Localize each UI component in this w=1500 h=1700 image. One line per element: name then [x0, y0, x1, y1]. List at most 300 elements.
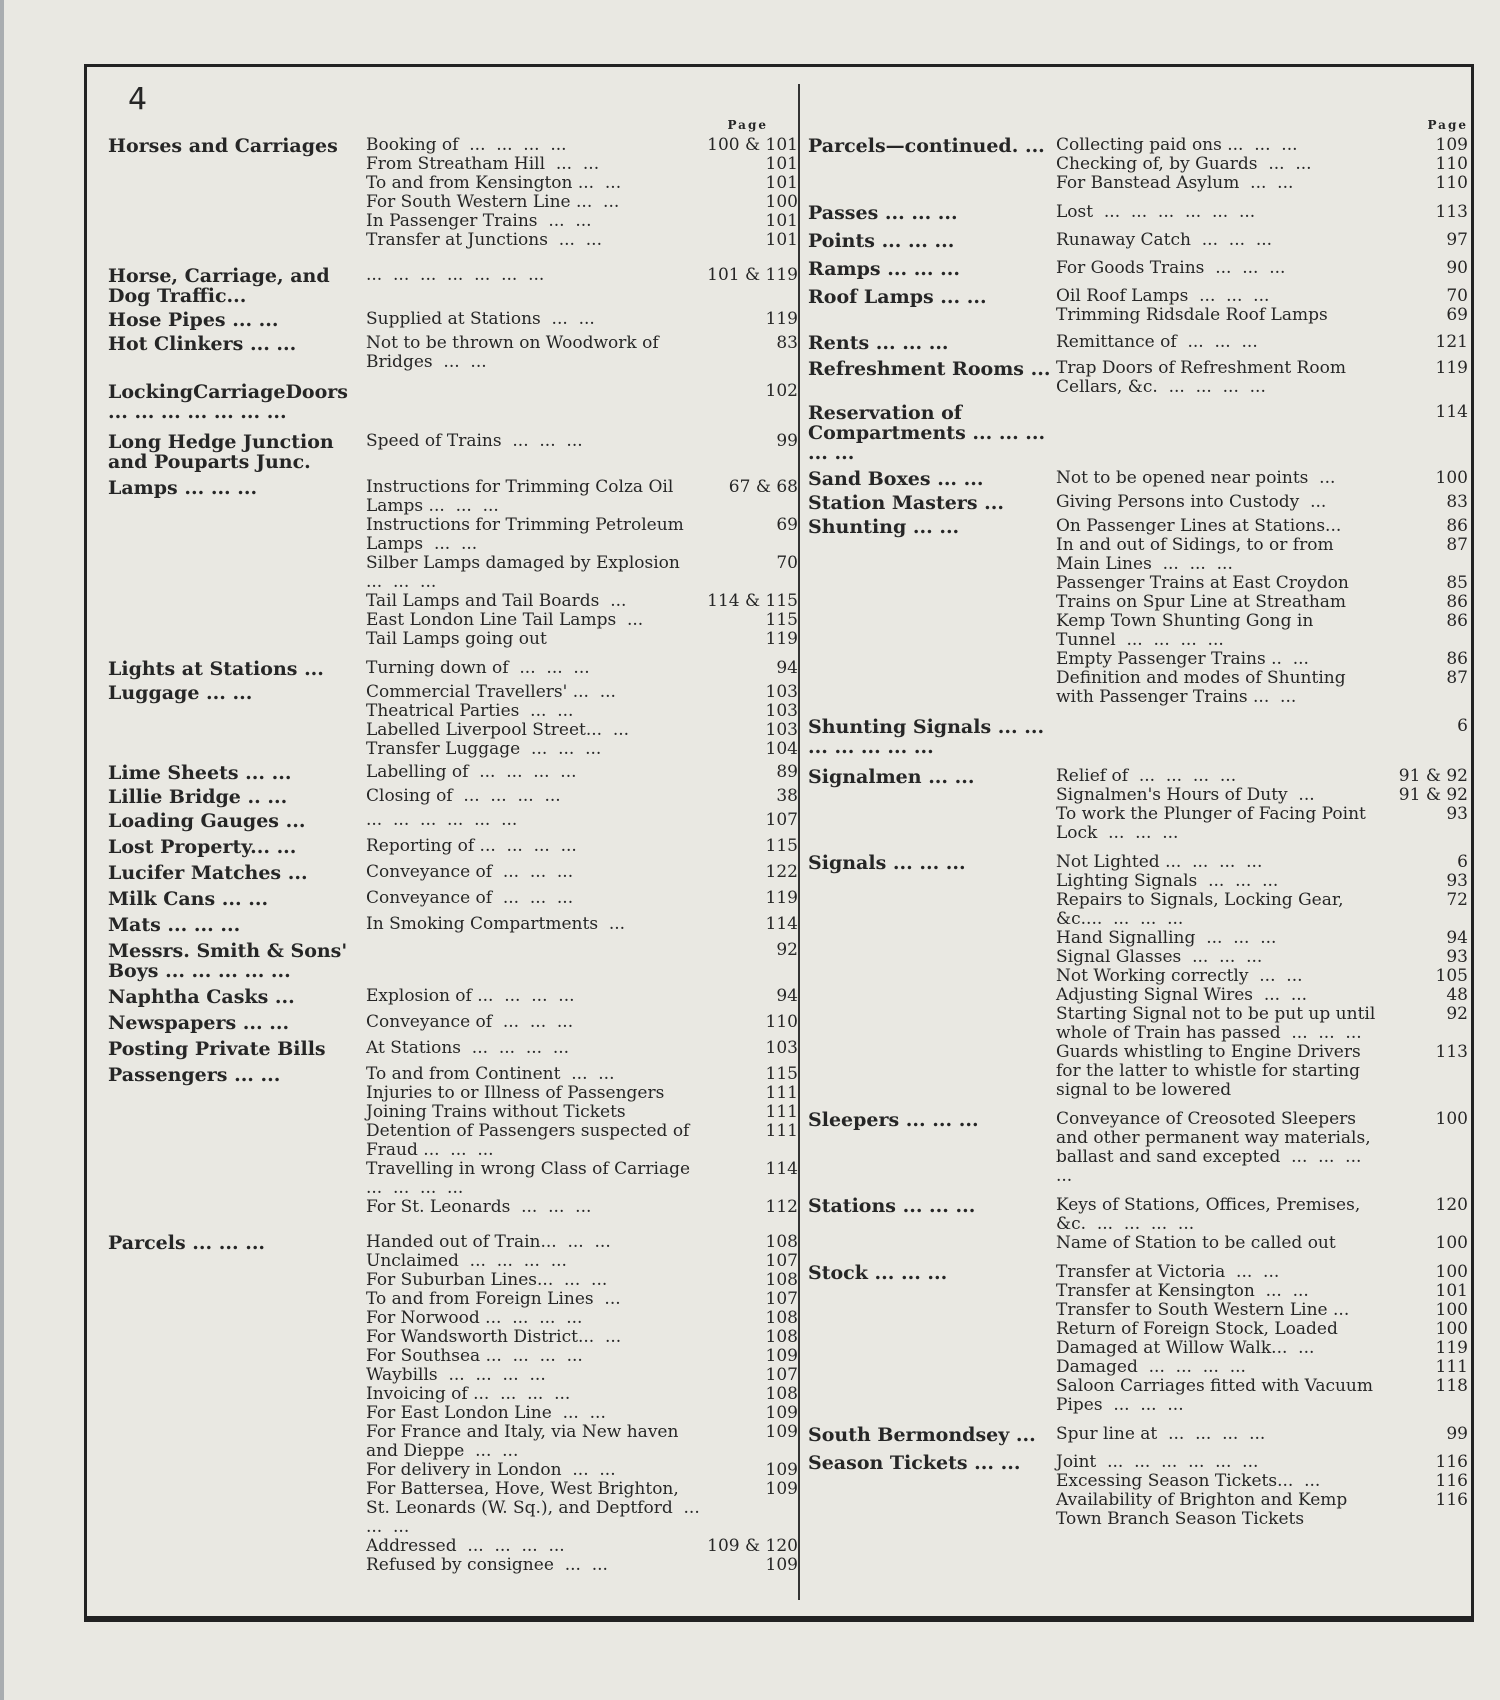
page-reference: 111	[1435, 1357, 1468, 1377]
entry-subentries	[1056, 1110, 1468, 1186]
page-reference: 112	[765, 1197, 798, 1217]
subentry	[1056, 948, 1468, 967]
subentry	[366, 1065, 798, 1084]
subentry-label: Signalmen's Hours of Duty ...	[1056, 785, 1315, 805]
index-entry	[808, 259, 1468, 279]
index-entry	[808, 1196, 1468, 1253]
subentry-label: East London Line Tail Lamps ...	[366, 610, 644, 630]
page-reference: 116	[1435, 1490, 1468, 1510]
page-reference: 105	[1435, 966, 1468, 986]
subentry	[1056, 650, 1468, 669]
page-reference: 94	[776, 658, 798, 678]
page-reference: 118	[1435, 1376, 1468, 1396]
subentry-label	[366, 941, 703, 960]
index-entry	[808, 403, 1468, 463]
index-entry	[108, 478, 798, 649]
subentry-label: Unclaimed ... ... ... ...	[366, 1251, 567, 1271]
subentry	[366, 554, 798, 592]
subentry	[1056, 203, 1468, 222]
subentry	[366, 1556, 798, 1575]
subentry	[366, 1039, 798, 1058]
subentry-label: Explosion of ... ... ... ...	[366, 986, 575, 1006]
subentry	[1056, 1282, 1468, 1301]
entry-subentries	[1056, 853, 1468, 1100]
entry-subentries	[366, 1013, 798, 1032]
subentry	[1056, 155, 1468, 174]
subentry	[1056, 1263, 1468, 1282]
entry-heading: Long Hedge Junction and Pouparts Junc.	[108, 431, 334, 473]
entry-subentries	[366, 659, 798, 678]
page-reference: 6	[1457, 852, 1468, 872]
subentry	[366, 1461, 798, 1480]
subentry	[366, 382, 798, 401]
page-reference: 103	[765, 682, 798, 702]
entry-heading: Lillie Bridge .. ...	[108, 786, 288, 808]
subentry-label: Empty Passenger Trains .. ...	[1056, 649, 1309, 669]
subentry	[1056, 986, 1468, 1005]
index-entry	[808, 1425, 1468, 1445]
subentry	[1056, 805, 1468, 843]
page-reference: 93	[1446, 804, 1468, 824]
page-column-header: Page	[727, 118, 768, 132]
page-reference: 108	[765, 1232, 798, 1252]
subentry	[366, 1084, 798, 1103]
entry-subentries	[366, 432, 798, 451]
subentry-label: Trimming Ridsdale Roof Lamps	[1056, 305, 1328, 325]
index-entry	[108, 763, 798, 783]
index-entry	[108, 136, 798, 250]
page-reference: 100	[1435, 468, 1468, 488]
page-reference: 109	[765, 1460, 798, 1480]
subentry	[366, 432, 798, 451]
entry-subentries	[366, 1039, 798, 1058]
subentry	[366, 611, 798, 630]
subentry-label: Conveyance of ... ... ...	[366, 862, 574, 882]
subentry-label: ... ... ... ... ... ... ...	[366, 265, 545, 285]
page-reference: 108	[765, 1308, 798, 1328]
entry-heading: Lost Property... ...	[108, 836, 297, 858]
index-entry	[108, 1065, 798, 1217]
subentry	[366, 193, 798, 212]
subentry-label: Not Lighted ... ... ... ...	[1056, 852, 1263, 872]
page-reference: 94	[1446, 928, 1468, 948]
subentry-label	[366, 382, 703, 401]
index-entry	[108, 382, 798, 422]
subentry	[1056, 403, 1468, 422]
entry-heading: Points ... ... ...	[808, 230, 955, 252]
page-reference: 94	[776, 986, 798, 1006]
subentry	[1056, 259, 1468, 278]
page-reference: 107	[765, 810, 798, 830]
entry-subentries	[1056, 767, 1468, 843]
subentry	[1056, 1472, 1468, 1491]
subentry-label: Joint ... ... ... ... ... ...	[1056, 1452, 1259, 1472]
subentry	[1056, 359, 1468, 397]
page-reference: 87	[1446, 668, 1468, 688]
page-reference: 111	[765, 1102, 798, 1122]
page-reference: 103	[765, 701, 798, 721]
entry-heading: Shunting ... ...	[808, 516, 960, 538]
right-column	[808, 118, 1468, 1537]
index-entry	[108, 837, 798, 857]
page-reference: 101	[1435, 1281, 1468, 1301]
subentry	[366, 1404, 798, 1423]
page-reference: 113	[1435, 1042, 1468, 1062]
subentry	[366, 1328, 798, 1347]
entry-subentries	[366, 787, 798, 806]
subentry	[366, 1309, 798, 1328]
subentry	[1056, 136, 1468, 155]
index-entry	[808, 717, 1468, 757]
page-reference: 119	[1435, 1338, 1468, 1358]
subentry-label: Starting Signal not to be put up until whole of Train has passed ... ... ...	[1056, 1004, 1381, 1043]
subentry-label: Labelled Liverpool Street... ...	[366, 720, 630, 740]
subentry-label: Addressed ... ... ... ...	[366, 1536, 565, 1556]
page-reference: 6	[1457, 716, 1468, 736]
entry-heading: Luggage ... ...	[108, 682, 253, 704]
page-reference: 115	[765, 610, 798, 630]
subentry	[1056, 929, 1468, 948]
entry-heading: Lucifer Matches ...	[108, 862, 308, 884]
page-reference: 86	[1446, 592, 1468, 612]
subentry-label: Checking of, by Guards ... ...	[1056, 154, 1312, 174]
index-entry	[108, 1013, 798, 1033]
subentry-label: To work the Plunger of Facing Point Lock ... ... ...	[1056, 804, 1372, 843]
entry-heading: Hot Clinkers ... ...	[108, 333, 297, 355]
page-reference: 109	[1435, 135, 1468, 155]
entry-heading: Signalmen ... ...	[808, 766, 975, 788]
subentry	[366, 478, 798, 516]
subentry	[366, 683, 798, 702]
page-reference: 109	[765, 1479, 798, 1499]
page-reference: 109 & 120	[707, 1536, 798, 1556]
subentry-label: Commercial Travellers' ... ...	[366, 682, 616, 702]
index-entry	[108, 266, 798, 306]
subentry-label: Spur line at ... ... ... ...	[1056, 1424, 1266, 1444]
page-reference: 93	[1446, 947, 1468, 967]
subentry	[1056, 593, 1468, 612]
subentry	[1056, 231, 1468, 250]
subentry	[366, 1122, 798, 1160]
subentry-label: Injuries to or Illness of Passengers	[366, 1083, 665, 1103]
entry-subentries	[366, 811, 798, 830]
entry-heading: Parcels ... ... ...	[108, 1232, 266, 1254]
subentry	[1056, 786, 1468, 805]
entry-heading: Shunting Signals ... ... ... ... ... ... ...	[808, 716, 1045, 758]
subentry	[1056, 517, 1468, 536]
subentry-label: Oil Roof Lamps ... ... ...	[1056, 286, 1270, 306]
entry-heading: Reservation of Compartments ... ... ... ... ...	[808, 402, 1046, 464]
subentry-label: From Streatham Hill ... ...	[366, 154, 600, 174]
subentry-label: In Passenger Trains ... ...	[366, 211, 592, 231]
page-reference: 92	[776, 940, 798, 960]
page-column-header: Page	[1427, 118, 1468, 132]
entry-subentries	[366, 136, 798, 250]
subentry-label: Runaway Catch ... ... ...	[1056, 230, 1273, 250]
page-reference: 70	[1446, 286, 1468, 306]
page-reference: 114	[765, 914, 798, 934]
page-reference: 97	[1446, 230, 1468, 250]
subentry-label: Repairs to Signals, Locking Gear, &c.... ... ... ...	[1056, 890, 1349, 929]
page-reference: 114	[765, 1159, 798, 1179]
spacer	[108, 250, 798, 266]
subentry-label: Not to be opened near points ...	[1056, 468, 1336, 488]
column-divider	[798, 84, 800, 1600]
index-entry	[808, 1110, 1468, 1186]
page-reference: 121	[1435, 332, 1468, 352]
index-entry	[108, 334, 798, 372]
subentry	[1056, 872, 1468, 891]
subentry-label: Return of Foreign Stock, Loaded	[1056, 1319, 1338, 1339]
subentry-label: Transfer Luggage ... ... ...	[366, 739, 602, 759]
entry-heading: Lights at Stations ...	[108, 658, 324, 680]
subentry-label: Closing of ... ... ... ...	[366, 786, 561, 806]
entry-heading: Station Masters ...	[808, 492, 1004, 514]
subentry-label: To and from Continent ... ...	[366, 1064, 615, 1084]
page-reference: 119	[1435, 358, 1468, 378]
entry-subentries	[1056, 717, 1468, 736]
subentry-label: For East London Line ... ...	[366, 1403, 606, 1423]
page-reference: 101	[765, 173, 798, 193]
subentry	[1056, 767, 1468, 786]
index-entry	[808, 493, 1468, 513]
page-reference: 99	[1446, 1424, 1468, 1444]
entry-heading: Milk Cans ... ...	[108, 888, 269, 910]
subentry-label: Turning down of ... ... ...	[366, 658, 590, 678]
page-reference: 69	[776, 515, 798, 535]
page-reference: 87	[1446, 535, 1468, 555]
subentry-label: Kemp Town Shunting Gong in Tunnel ... ... ... ...	[1056, 611, 1319, 650]
subentry-label: Relief of ... ... ... ...	[1056, 766, 1237, 786]
subentry	[366, 1160, 798, 1198]
subentry	[366, 1271, 798, 1290]
entry-heading: Sand Boxes ... ...	[808, 468, 984, 490]
subentry	[366, 889, 798, 908]
subentry	[366, 941, 798, 960]
page-reference: 119	[765, 888, 798, 908]
page-reference: 101	[765, 154, 798, 174]
index-entry	[108, 432, 798, 472]
subentry	[1056, 1453, 1468, 1472]
subentry	[366, 212, 798, 231]
subentry-label: Damaged at Willow Walk... ...	[1056, 1338, 1315, 1358]
subentry	[1056, 306, 1468, 325]
subentry	[366, 1366, 798, 1385]
subentry	[366, 136, 798, 155]
entry-subentries	[366, 310, 798, 329]
subentry-label: Lighting Signals ... ... ...	[1056, 871, 1279, 891]
subentry	[1056, 574, 1468, 593]
subentry-label: Waybills ... ... ... ...	[366, 1365, 546, 1385]
subentry	[1056, 612, 1468, 650]
spacer	[108, 1575, 798, 1581]
subentry-label: Refused by consignee ... ...	[366, 1555, 608, 1575]
subentry	[1056, 1491, 1468, 1529]
subentry	[366, 1233, 798, 1252]
subentry	[1056, 1110, 1468, 1186]
subentry-label: Joining Trains without Tickets	[366, 1102, 626, 1122]
subentry	[366, 915, 798, 934]
index-entry	[108, 863, 798, 883]
subentry-label: Booking of ... ... ... ...	[366, 135, 567, 155]
subentry-label: For Goods Trains ... ... ...	[1056, 258, 1286, 278]
entry-heading: Newspapers ... ...	[108, 1012, 290, 1034]
index-entry	[108, 811, 798, 831]
subentry	[1056, 853, 1468, 872]
subentry-label: For Battersea, Hove, West Brighton, St. Leonards (W. Sq.), and Deptford ... ... ...	[366, 1479, 711, 1537]
subentry	[366, 1290, 798, 1309]
subentry	[1056, 287, 1468, 306]
entry-subentries	[1056, 333, 1468, 352]
page-reference: 115	[765, 1064, 798, 1084]
subentry-label: For South Western Line ... ...	[366, 192, 620, 212]
entry-heading: Roof Lamps ... ...	[808, 286, 987, 308]
subentry-label: Conveyance of ... ... ...	[366, 888, 574, 908]
page-reference: 91 & 92	[1398, 766, 1468, 786]
subentry-label: For Norwood ... ... ... ...	[366, 1308, 583, 1328]
subentry-label: Signal Glasses ... ... ...	[1056, 947, 1263, 967]
entry-heading: Mats ... ... ...	[108, 914, 241, 936]
page-reference: 89	[776, 762, 798, 782]
entry-subentries	[1056, 287, 1468, 325]
subentry	[1056, 1358, 1468, 1377]
page-reference: 109	[765, 1346, 798, 1366]
page-reference: 111	[765, 1083, 798, 1103]
subentry-label: Tail Lamps going out	[366, 629, 547, 649]
index-entry	[808, 203, 1468, 223]
subentry	[1056, 891, 1468, 929]
entry-heading: Refreshment Rooms ...	[808, 358, 1051, 380]
page-reference: 103	[765, 720, 798, 740]
entry-heading: Posting Private Bills	[108, 1038, 326, 1060]
subentry-label: Definition and modes of Shunting with Passenger Trains ... ...	[1056, 668, 1351, 707]
entry-subentries	[366, 987, 798, 1006]
subentry-label: Conveyance of ... ... ...	[366, 1012, 574, 1032]
page-reference: 100	[1435, 1300, 1468, 1320]
subentry-label: Theatrical Parties ... ...	[366, 701, 574, 721]
subentry	[1056, 967, 1468, 986]
subentry-label: For delivery in London ... ...	[366, 1460, 616, 1480]
page-reference: 92	[1446, 1004, 1468, 1024]
entry-subentries	[366, 334, 798, 372]
index-entry	[808, 469, 1468, 489]
subentry-label: Labelling of ... ... ... ...	[366, 762, 577, 782]
entry-subentries	[1056, 203, 1468, 222]
entry-subentries	[366, 863, 798, 882]
index-entry	[108, 1039, 798, 1059]
subentry-label: Excessing Season Tickets... ...	[1056, 1471, 1321, 1491]
subentry-label: On Passenger Lines at Stations...	[1056, 516, 1342, 536]
subentry	[366, 659, 798, 678]
page-reference: 103	[765, 1038, 798, 1058]
subentry-label	[1056, 403, 1378, 422]
entry-heading: Loading Gauges ...	[108, 810, 306, 832]
entry-subentries	[366, 1233, 798, 1575]
subentry	[1056, 1005, 1468, 1043]
subentry-label: Transfer at Kensington ... ...	[1056, 1281, 1309, 1301]
subentry	[1056, 1320, 1468, 1339]
entry-subentries	[1056, 1425, 1468, 1444]
subentry	[366, 1423, 798, 1461]
page-reference: 119	[765, 309, 798, 329]
page-reference: 110	[765, 1012, 798, 1032]
index-entry	[808, 333, 1468, 353]
subentry	[366, 987, 798, 1006]
page-reference: 108	[765, 1384, 798, 1404]
index-entry	[808, 1263, 1468, 1415]
subentry-label: Availability of Brighton and Kemp Town Branch Season Tickets	[1056, 1490, 1353, 1529]
subentry-label: Supplied at Stations ... ...	[366, 309, 595, 329]
page-reference: 116	[1435, 1452, 1468, 1472]
subentry-label: For Suburban Lines... ... ...	[366, 1270, 608, 1290]
page-reference: 86	[1446, 516, 1468, 536]
subentry	[366, 592, 798, 611]
entry-subentries	[1056, 1196, 1468, 1253]
subentry	[366, 1537, 798, 1556]
subentry-label: For France and Italy, via New haven and Dieppe ... ...	[366, 1422, 684, 1461]
subentry-label: Instructions for Trimming Colza Oil Lamps ... ... ...	[366, 477, 679, 516]
entry-heading: Signals ... ... ...	[808, 852, 966, 874]
page-reference: 109	[765, 1555, 798, 1575]
subentry	[1056, 333, 1468, 352]
entry-subentries	[1056, 403, 1468, 422]
index-entry	[808, 853, 1468, 1100]
index-entry	[108, 987, 798, 1007]
page-reference: 107	[765, 1365, 798, 1385]
page-reference: 109	[765, 1403, 798, 1423]
subentry	[1056, 1339, 1468, 1358]
subentry	[1056, 669, 1468, 707]
page-reference: 90	[1446, 258, 1468, 278]
entry-heading: Stock ... ... ...	[808, 1262, 948, 1284]
page-reference: 100 & 101	[707, 135, 798, 155]
entry-heading: Parcels—continued. ...	[808, 135, 1045, 157]
subentry	[366, 740, 798, 759]
subentry-label: Tail Lamps and Tail Boards ...	[366, 591, 627, 611]
entry-heading: Naphtha Casks ...	[108, 986, 295, 1008]
subentry	[366, 837, 798, 856]
index-entry	[108, 787, 798, 807]
subentry	[366, 231, 798, 250]
page-reference: 120	[1435, 1195, 1468, 1215]
subentry	[366, 863, 798, 882]
entry-subentries	[1056, 1453, 1468, 1529]
entry-subentries	[366, 915, 798, 934]
subentry	[366, 811, 798, 830]
subentry	[366, 1480, 798, 1537]
subentry-label: Damaged ... ... ... ...	[1056, 1357, 1246, 1377]
page-number: 4	[128, 82, 148, 117]
entry-heading: Horse, Carriage, and Dog Traffic...	[108, 265, 330, 307]
entry-subentries	[1056, 231, 1468, 250]
subentry	[1056, 1301, 1468, 1320]
entry-subentries	[366, 941, 798, 960]
subentry-label: Not to be thrown on Woodwork of Bridges ... ...	[366, 333, 665, 372]
page-reference: 83	[776, 333, 798, 353]
subentry-label: Trap Doors of Refreshment Room Cellars, &c. ... ... ... ...	[1056, 358, 1352, 397]
subentry-label: Remittance of ... ... ...	[1056, 332, 1258, 352]
page-reference: 100	[1435, 1109, 1468, 1129]
subentry-label: Reporting of ... ... ... ...	[366, 836, 577, 856]
index-entry	[108, 889, 798, 909]
subentry-label: In and out of Sidings, to or from Main Lines ... ... ...	[1056, 535, 1339, 574]
subentry	[366, 702, 798, 721]
page-reference: 83	[1446, 492, 1468, 512]
entry-subentries	[1056, 493, 1468, 512]
page-reference: 115	[765, 836, 798, 856]
entry-heading: Messrs. Smith & Sons' Boys ... ... ... ... ...	[108, 940, 348, 982]
index-entry	[108, 915, 798, 935]
